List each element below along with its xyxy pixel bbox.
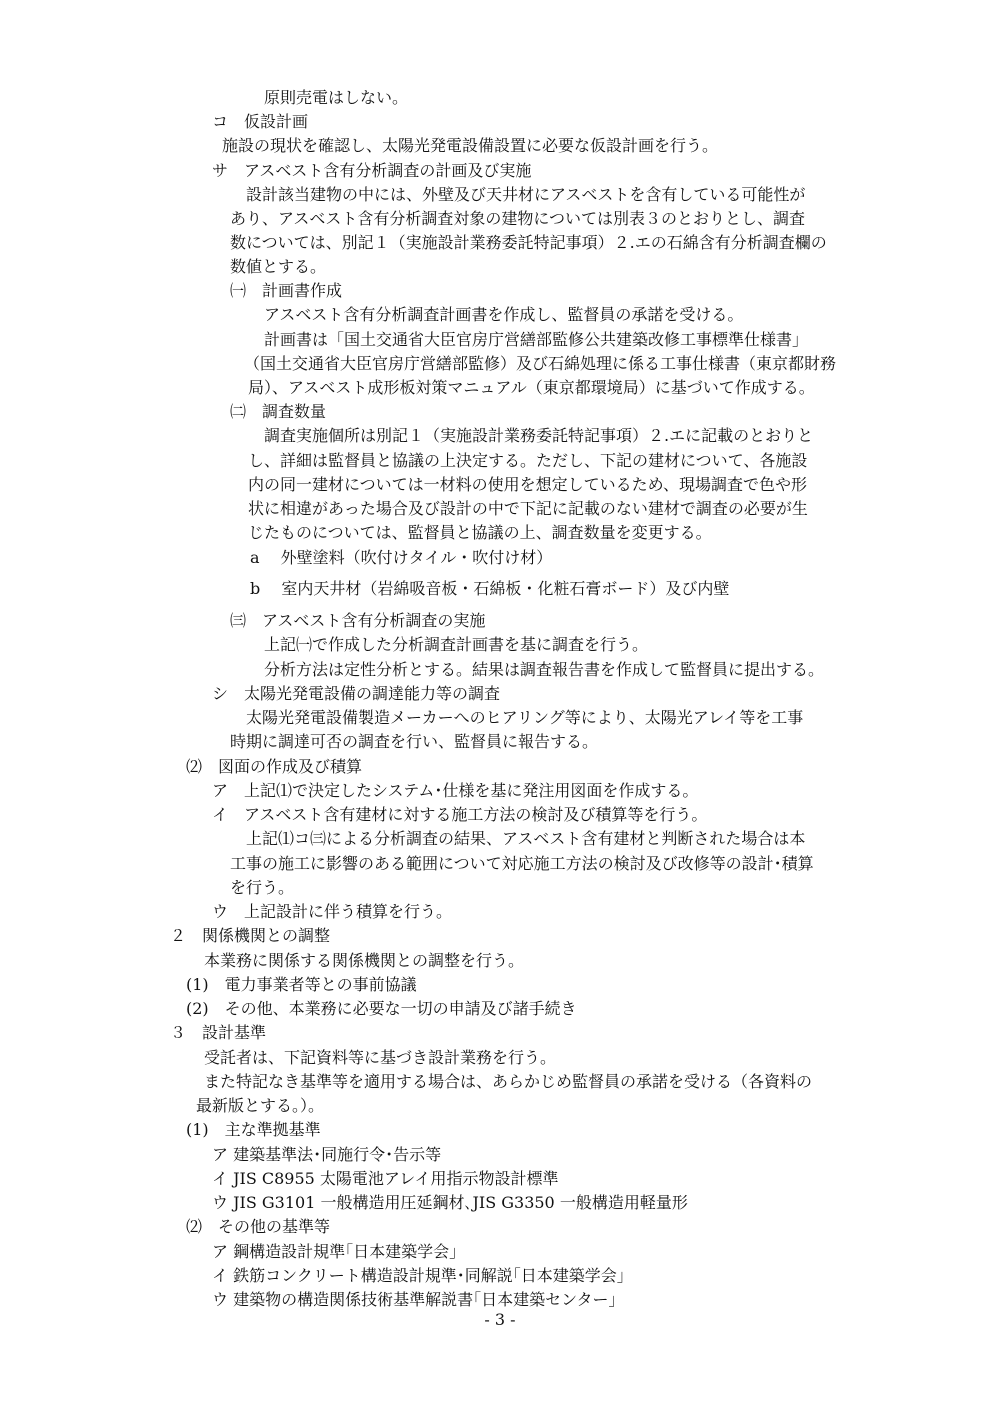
text-line: 最新版とする。）。 xyxy=(196,1096,325,1116)
section-heading: ⑵ その他の基準等 xyxy=(186,1217,331,1237)
page-number: - 3 - xyxy=(484,1310,516,1329)
section-heading: (1) 主な準拠基準 xyxy=(186,1120,321,1140)
text-line: 状に相違があった場合及び設計の中で下記に記載のない建材で調査の必要が生 xyxy=(248,499,808,519)
list-item: b 室内天井材（岩綿吸音板・石綿板・化粧石膏ボード）及び内壁 xyxy=(250,579,730,599)
list-item: ウ 建築物の構造関係技術基準解説書｢日本建築センター｣ xyxy=(212,1290,617,1309)
text-line: アスベスト含有分析調査計画書を作成し、監督員の承諾を受ける。 xyxy=(264,305,744,325)
text-line: 分析方法は定性分析とする。結果は調査報告書を作成して監督員に提出する。 xyxy=(264,659,825,679)
list-item: ア 鋼構造設計規準｢日本建築学会｣ xyxy=(212,1241,458,1261)
section-heading: サ アスベスト含有分析調査の計画及び実施 xyxy=(212,160,532,180)
list-item: ウ 上記設計に伴う積算を行う。 xyxy=(212,902,453,922)
text-line: （国土交通省大臣官房庁営繕部監修）及び石綿処理に係る工事仕様書（東京都財務 xyxy=(244,353,837,373)
list-item: イ 鉄筋コンクリート構造設計規準･同解説｢日本建築学会｣ xyxy=(212,1265,625,1285)
text-line: 工事の施工に影響のある範囲について対応施工方法の検討及び改修等の設計･積算 xyxy=(230,853,814,873)
list-item: イ JIS C8955 太陽電池アレイ用指示物設計標準 xyxy=(212,1168,559,1188)
list-item: ア 建築基準法･同施行令･告示等 xyxy=(212,1144,442,1164)
section-heading: ⑵ 図面の作成及び積算 xyxy=(186,756,363,776)
text-line: 数については、別記１（実施設計業務委託特記事項）２.エの石綿含有分析調査欄の xyxy=(230,233,827,253)
text-line: 太陽光発電設備製造メーカーへのヒアリング等により、太陽光アレイ等を工事 xyxy=(246,708,804,728)
list-item: ウ JIS G3101 一般構造用圧延鋼材､JIS G3350 一般構造用軽量形 xyxy=(212,1193,688,1213)
text-line: 局）、アスベスト成形板対策マニュアル（東京都環境局）に基づいて作成する。 xyxy=(248,378,815,397)
list-item: ア 上記⑴で決定したシステム･仕様を基に発注用図面を作成する。 xyxy=(212,780,699,800)
text-line: 計画書は「国土交通省大臣官房庁営繕部監修公共建築改修工事標準仕様書」 xyxy=(264,329,809,349)
text-line: 原則売電はしない。 xyxy=(264,88,409,107)
text-line: 設計該当建物の中には、外壁及び天井材にアスベストを含有している可能性が xyxy=(246,184,806,204)
text-line: を行う。 xyxy=(230,877,295,897)
list-item: a 外壁塗料（吹付けタイル・吹付け材） xyxy=(250,547,553,567)
subsection-heading: ㈠ 計画書作成 xyxy=(230,281,343,301)
text-line: じたものについては、監督員と協議の上、調査数量を変更する。 xyxy=(248,523,712,543)
list-item: イ アスベスト含有建材に対する施工方法の検討及び積算等を行う。 xyxy=(212,805,708,825)
text-line: 受託者は、下記資料等に基づき設計業務を行う。 xyxy=(204,1047,557,1067)
section-heading: コ 仮設計画 xyxy=(212,112,309,132)
text-line: 上記㈠で作成した分析調査計画書を基に調査を行う。 xyxy=(264,635,649,655)
text-line: 本業務に関係する関係機関との調整を行う。 xyxy=(204,950,525,970)
text-line: また特記なき基準等を適用する場合は、あらかじめ監督員の承諾を受ける（各資料の xyxy=(204,1071,813,1091)
text-line: 数値とする。 xyxy=(230,256,327,276)
text-line: 調査実施個所は別記１（実施設計業務委託特記事項）２.エに記載のとおりと xyxy=(264,426,814,446)
chapter-heading: ３ 設計基準 xyxy=(170,1023,267,1043)
chapter-heading: ２ 関係機関との調整 xyxy=(170,926,331,946)
text-line: 施設の現状を確認し、太陽光発電設備設置に必要な仮設計画を行う。 xyxy=(222,136,719,156)
text-line: あり、アスベスト含有分析調査対象の建物については別表３のとおりとし、調査 xyxy=(230,209,806,229)
list-item: (2) その他、本業務に必要な一切の申請及び諸手続き xyxy=(186,999,577,1019)
subsection-heading: ㈢ アスベスト含有分析調査の実施 xyxy=(230,611,486,631)
text-line: 時期に調達可否の調査を行い、監督員に報告する。 xyxy=(230,732,599,752)
list-item: (1) 電力事業者等との事前協議 xyxy=(186,974,417,994)
text-line: 内の同一建材については一材料の使用を想定しているため、現場調査で色や形 xyxy=(248,474,808,494)
text-line: 上記⑴コ㈢による分析調査の結果、アスベスト含有建材と判断された場合は本 xyxy=(246,829,806,849)
section-heading: シ 太陽光発電設備の調達能力等の調査 xyxy=(212,683,501,703)
text-line: し、詳細は監督員と協議の上決定する。ただし、下記の建材について、各施設 xyxy=(248,450,808,470)
subsection-heading: ㈡ 調査数量 xyxy=(230,402,327,422)
